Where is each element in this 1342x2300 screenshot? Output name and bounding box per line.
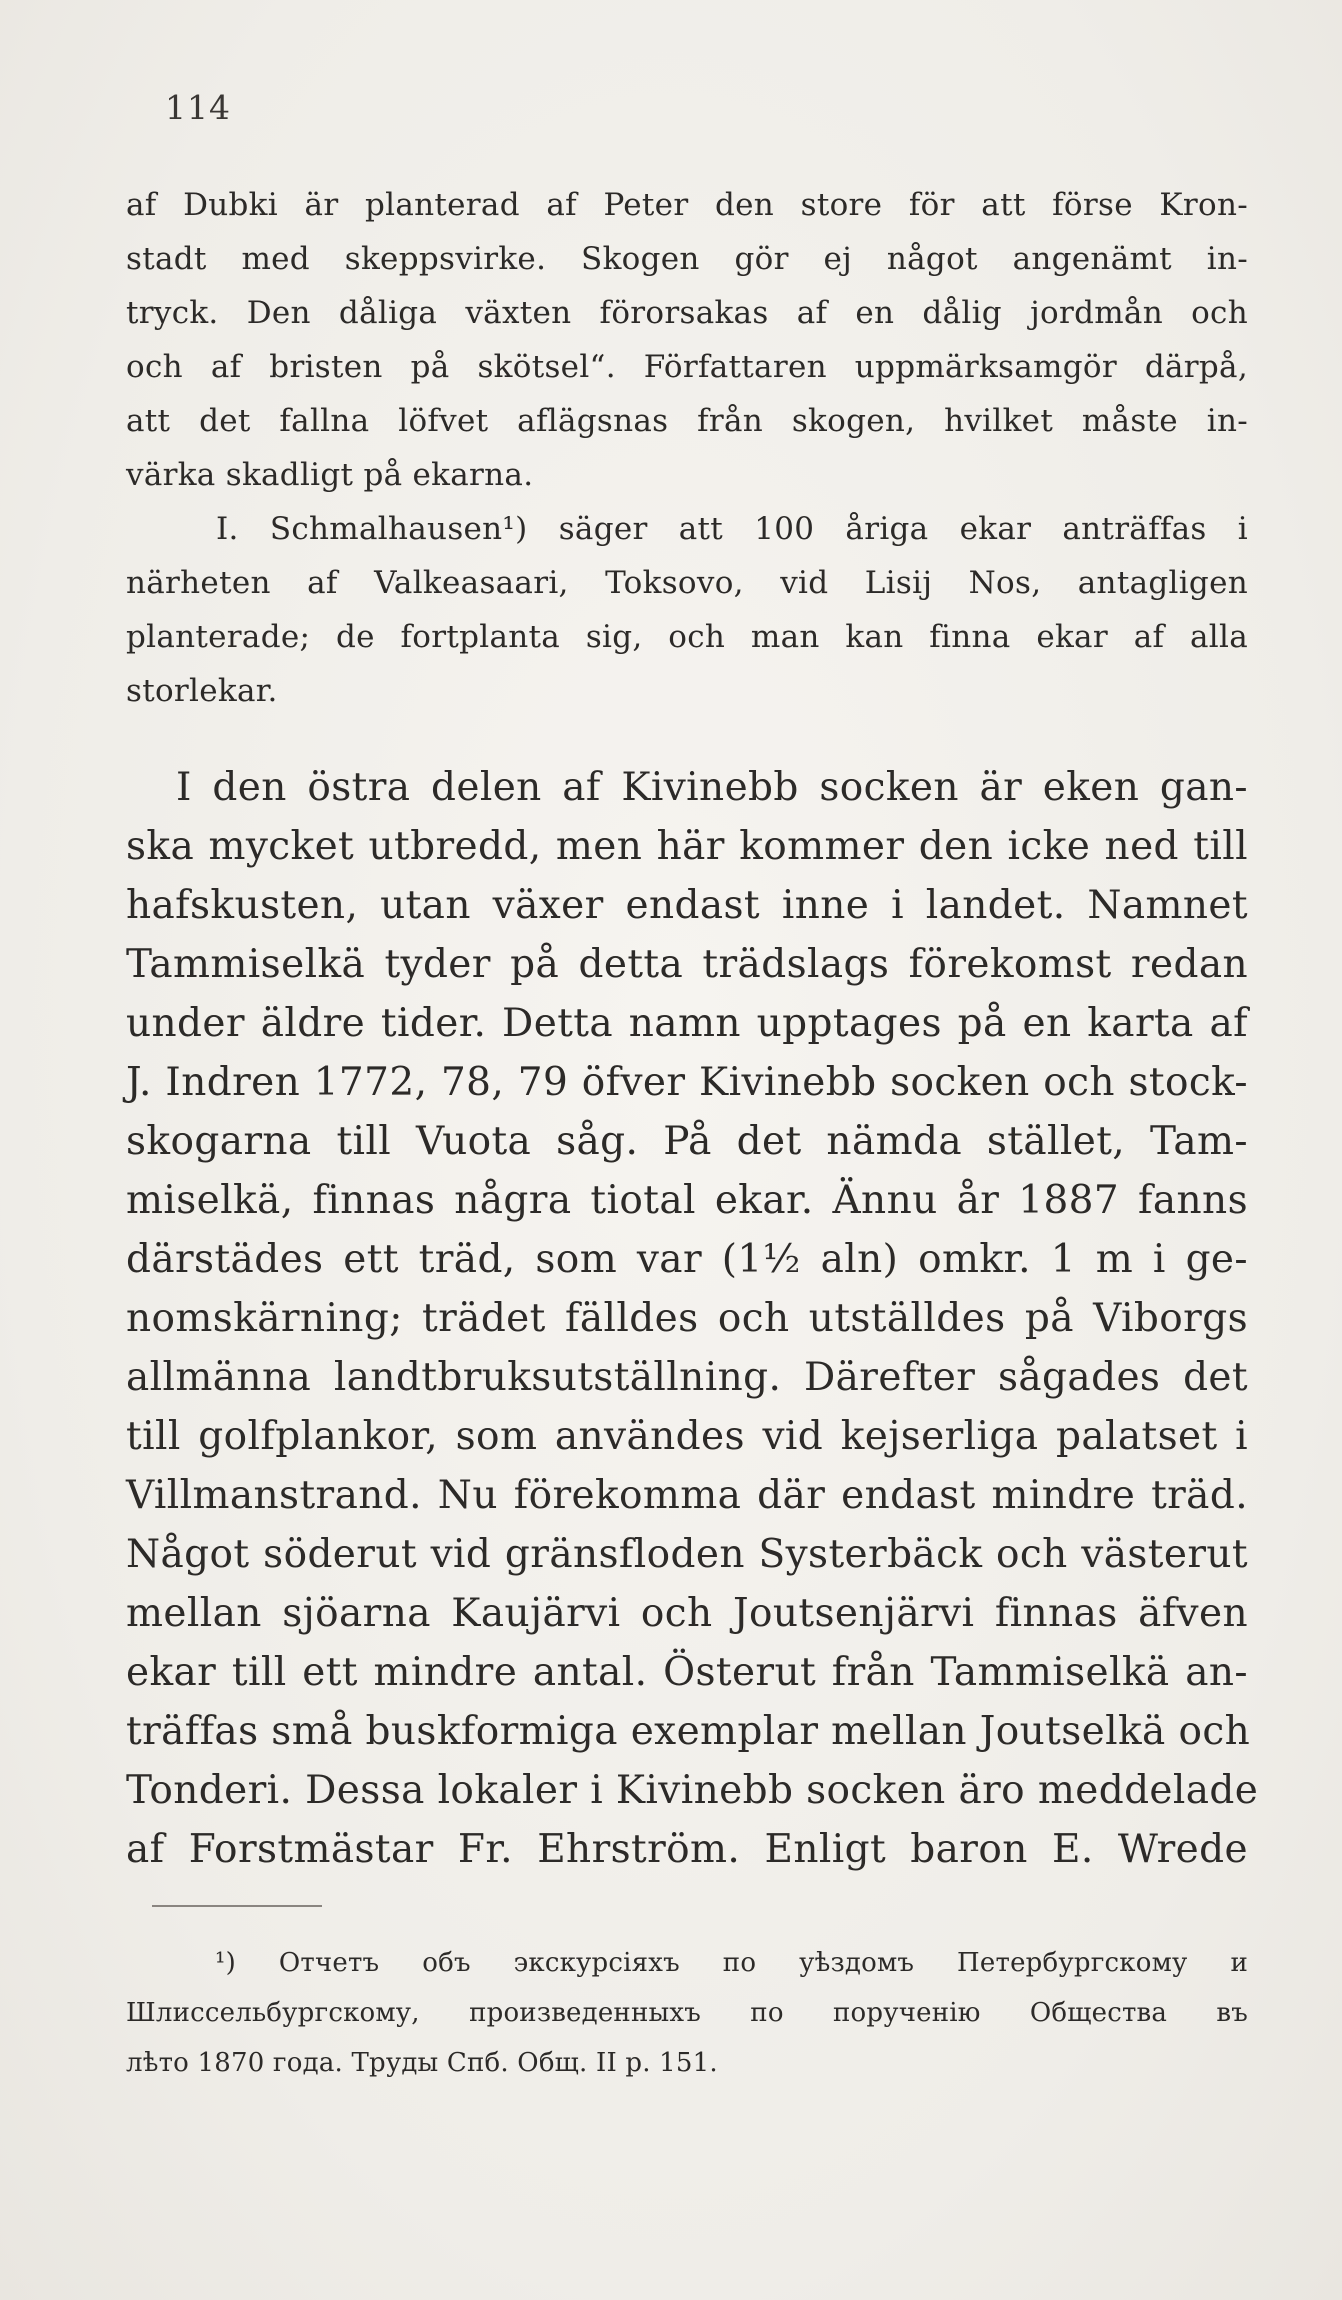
text-line: J. Indren 1772, 78, 79 öfver Kivinebb socken och stock- bbox=[126, 1060, 1248, 1105]
text-line: I den östra delen af Kivinebb socken är eken gan- bbox=[176, 765, 1248, 810]
text-line: storlekar. bbox=[126, 673, 278, 709]
text-line: af Dubki är planterad af Peter den store för att förse Kron- bbox=[126, 187, 1248, 223]
text-line: värka skadligt på ekarna. bbox=[126, 457, 534, 493]
text-line: Villmanstrand. Nu förekomma där endast mindre träd. bbox=[126, 1473, 1248, 1518]
text-line: miselkä, finnas några tiotal ekar. Ännu år 1887 fanns bbox=[126, 1178, 1248, 1223]
page-number: 114 bbox=[165, 88, 231, 127]
footnote-line: Шлиссельбургскому, произведенныхъ по порученію Общества въ bbox=[126, 1998, 1248, 2028]
text-line: därstädes ett träd, som var (1½ aln) omkr. 1 m i ge- bbox=[126, 1237, 1248, 1282]
text-line: planterade; de fortplanta sig, och man kan finna ekar af alla bbox=[126, 619, 1248, 655]
footnote-divider bbox=[152, 1905, 322, 1907]
footnote-line: лѣто 1870 года. Труды Спб. Общ. II p. 151. bbox=[126, 2048, 718, 2078]
text-line: I. Schmalhausen¹) säger att 100 åriga ekar anträffas i bbox=[216, 511, 1248, 547]
text-line: allmänna landtbruksutställning. Därefter sågades det bbox=[126, 1355, 1248, 1400]
text-line: Tammiselkä tyder på detta trädslags förekomst redan bbox=[126, 942, 1248, 987]
text-line: närheten af Valkeasaari, Toksovo, vid Lisij Nos, antagligen bbox=[126, 565, 1248, 601]
text-line: ekar till ett mindre antal. Österut från Tammiselkä an- bbox=[126, 1650, 1248, 1695]
text-line: stadt med skeppsvirke. Skogen gör ej något angenämt in- bbox=[126, 241, 1248, 277]
text-line: Tonderi. Dessa lokaler i Kivinebb socken äro meddelade bbox=[126, 1768, 1259, 1813]
text-line: af Forstmästar Fr. Ehrström. Enligt baron E. Wrede bbox=[126, 1827, 1248, 1872]
text-line: skogarna till Vuota såg. På det nämda stället, Tam- bbox=[126, 1119, 1248, 1164]
text-line: mellan sjöarna Kaujärvi och Joutsenjärvi finnas äfven bbox=[126, 1591, 1248, 1636]
text-line: ska mycket utbredd, men här kommer den icke ned till bbox=[126, 824, 1248, 869]
text-line: till golfplankor, som användes vid kejserliga palatset i bbox=[126, 1414, 1248, 1459]
text-line: under äldre tider. Detta namn upptages på en karta af bbox=[126, 1001, 1248, 1046]
text-line: nomskärning; trädet fälldes och utställdes på Viborgs bbox=[126, 1296, 1248, 1341]
text-line: att det fallna löfvet aflägsnas från skogen, hvilket måste in- bbox=[126, 403, 1248, 439]
text-line: och af bristen på skötsel“. Författaren uppmärksamgör därpå, bbox=[126, 349, 1248, 385]
text-line: hafskusten, utan växer endast inne i landet. Namnet bbox=[126, 883, 1248, 928]
footnote-line: ¹) Отчетъ объ экскурсіяхъ по уѣздомъ Петербургскому и bbox=[215, 1948, 1248, 1978]
text-line: tryck. Den dåliga växten förorsakas af en dålig jordmån och bbox=[126, 295, 1248, 331]
text-line: träffas små buskformiga exemplar mellan Joutselkä och bbox=[126, 1709, 1251, 1754]
text-line: Något söderut vid gränsfloden Systerbäck och västerut bbox=[126, 1532, 1248, 1577]
